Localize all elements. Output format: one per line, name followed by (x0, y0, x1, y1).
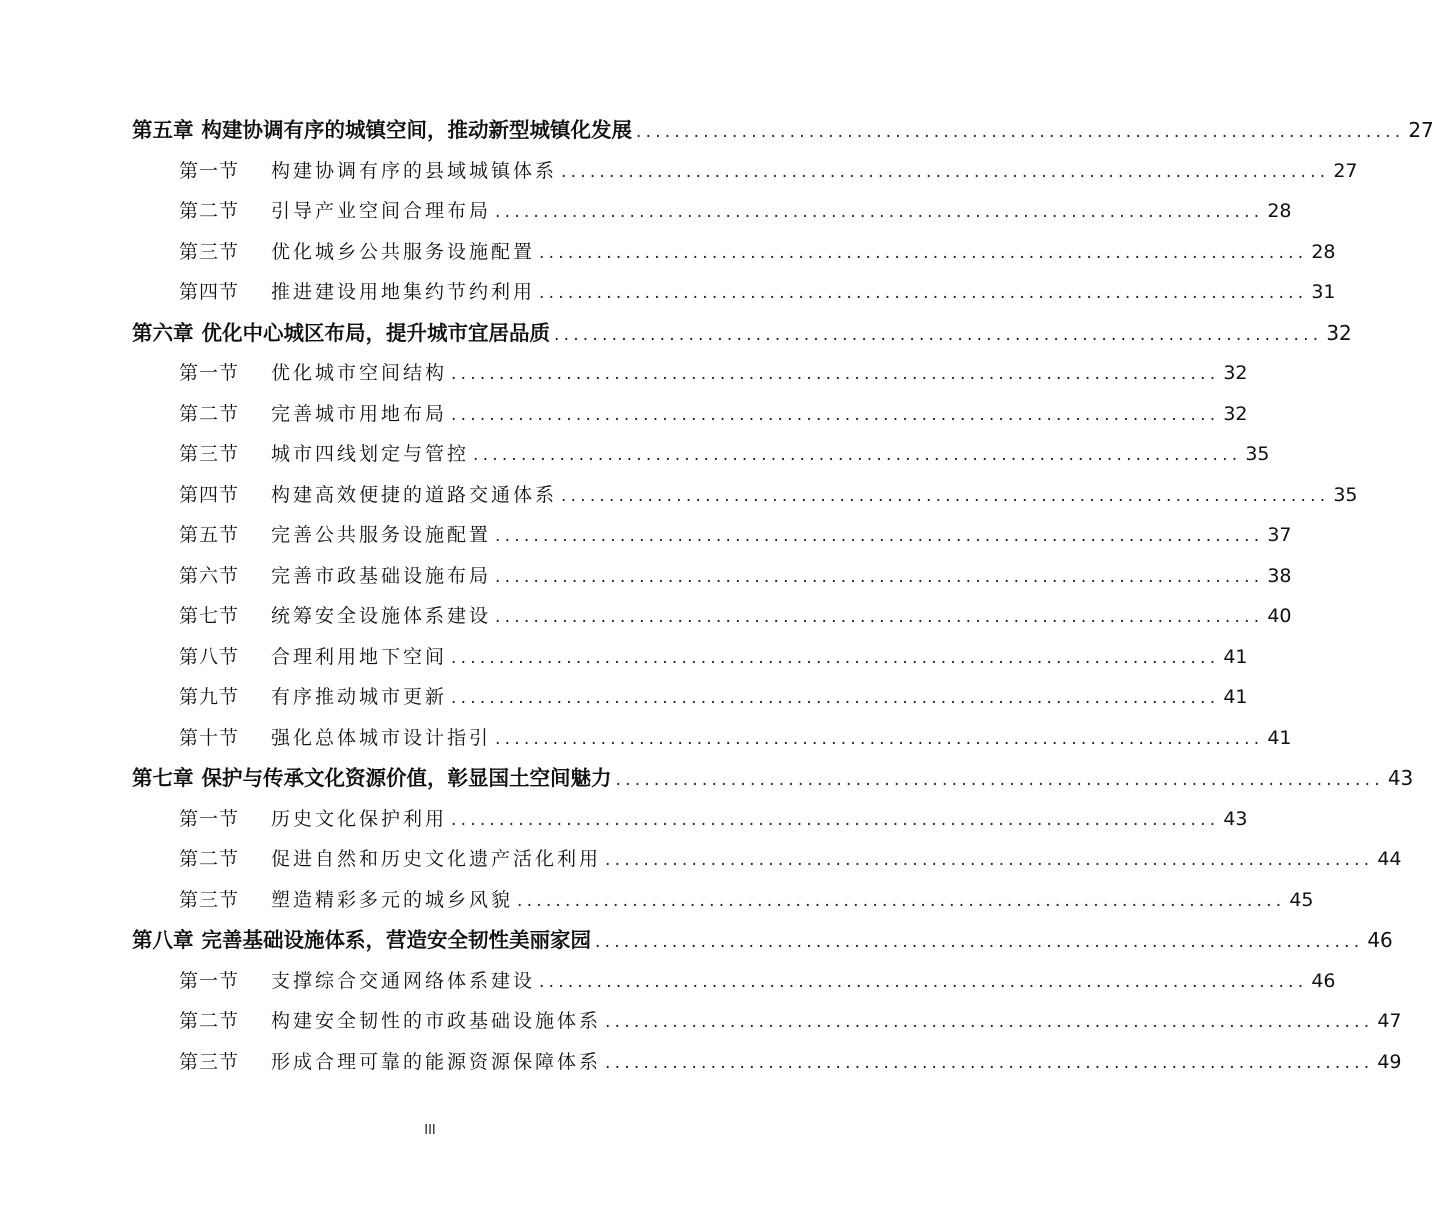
page-ref: 32 (1223, 402, 1248, 425)
page-ref: 35 (1245, 443, 1270, 465)
toc-section-entry[interactable] (132, 1001, 1402, 1042)
section-label: 第一节 (179, 969, 240, 992)
toc-chapter-entry[interactable] (132, 920, 1393, 961)
toc-chapter-entry[interactable] (132, 110, 1434, 151)
chapter-label: 第八章 (132, 928, 194, 952)
page-ref: 46 (1311, 969, 1336, 992)
page-ref: 27 (1333, 159, 1358, 182)
page-ref: 43 (1387, 766, 1414, 790)
section-label: 第二节 (179, 1010, 240, 1032)
toc-section-entry[interactable] (132, 1042, 1402, 1083)
page-ref: 27 (1408, 118, 1434, 142)
page-ref: 37 (1267, 524, 1292, 546)
page-ref: 31 (1311, 281, 1336, 303)
chapter-title: 优化中心城区布局，提升城市宜居品质 (201, 320, 550, 345)
dot-leader: ................................................................................ (451, 404, 1220, 425)
toc-section-entry[interactable] (132, 475, 1358, 516)
chapter-title: 构建协调有序的城镇空间，推动新型城镇化发展 (201, 118, 632, 142)
section-title: 优化城市空间结构 (271, 362, 448, 384)
dot-leader: ................................................................................ (539, 283, 1308, 303)
section-title: 引导产业空间合理布局 (271, 200, 492, 222)
page-ref: 35 (1333, 483, 1358, 506)
section-label: 第八节 (179, 645, 240, 668)
section-label: 第五节 (179, 524, 240, 546)
dot-leader: ................................................................................ (451, 364, 1220, 384)
dot-leader: ................................................................................ (539, 242, 1308, 263)
dot-leader: ................................................................................ (451, 809, 1220, 830)
toc-chapter-entry[interactable] (132, 313, 1352, 354)
section-label: 第三节 (179, 240, 240, 263)
toc-section-entry[interactable] (132, 232, 1336, 273)
section-title: 城市四线划定与管控 (271, 443, 470, 465)
section-title: 强化总体城市设计指引 (271, 726, 492, 749)
section-label: 第九节 (179, 686, 240, 708)
toc-section-entry[interactable] (132, 272, 1336, 313)
section-title: 构建安全韧性的市政基础设施体系 (271, 1010, 602, 1032)
section-label: 第三节 (179, 888, 240, 911)
page-ref: 44 (1377, 848, 1402, 870)
section-label: 第十节 (179, 726, 240, 749)
dot-leader: ................................................................................ (561, 161, 1330, 182)
dot-leader: ................................................................................ (451, 647, 1220, 668)
chapter-title: 完善基础设施体系，营造安全韧性美丽家园 (201, 928, 591, 952)
toc-section-entry[interactable] (132, 677, 1248, 718)
page-ref: 32 (1326, 320, 1352, 345)
dot-leader: ................................................................................ (636, 122, 1405, 142)
page-ref: 41 (1223, 645, 1248, 668)
page-ref: 47 (1377, 1010, 1402, 1032)
page-ref: 28 (1311, 240, 1336, 263)
dot-leader: ................................................................................ (495, 202, 1264, 222)
dot-leader: ................................................................................ (495, 728, 1264, 749)
toc-section-entry[interactable] (132, 799, 1248, 840)
page-ref: 41 (1267, 726, 1292, 749)
section-title: 构建协调有序的县域城镇体系 (271, 159, 558, 182)
toc-section-entry[interactable] (132, 718, 1292, 759)
toc-section-entry[interactable] (132, 596, 1292, 637)
table-of-contents (132, 110, 1434, 1082)
section-label: 第二节 (179, 848, 240, 870)
dot-leader: ................................................................................ (605, 1052, 1374, 1073)
dot-leader: ................................................................................ (517, 890, 1286, 911)
section-title: 构建高效便捷的道路交通体系 (271, 483, 558, 506)
dot-leader: ................................................................................ (605, 850, 1374, 870)
section-label: 第一节 (179, 362, 240, 384)
toc-chapter-entry[interactable] (132, 758, 1414, 799)
page-ref: 43 (1223, 807, 1248, 830)
toc-section-entry[interactable] (132, 839, 1402, 880)
chapter-title: 保护与传承文化资源价值，彰显国土空间魅力 (201, 766, 612, 790)
chapter-label: 第七章 (132, 766, 194, 790)
page-number: III (424, 1123, 436, 1138)
section-label: 第四节 (179, 483, 240, 506)
page-ref: 40 (1267, 605, 1292, 627)
toc-section-entry[interactable] (132, 961, 1336, 1002)
section-label: 第三节 (179, 443, 240, 465)
section-title: 统筹安全设施体系建设 (271, 605, 492, 627)
section-title: 合理利用地下空间 (271, 645, 448, 668)
toc-section-entry[interactable] (132, 151, 1358, 192)
toc-section-entry[interactable] (132, 637, 1248, 678)
dot-leader: ................................................................................ (595, 932, 1364, 952)
page-ref: 38 (1267, 564, 1292, 587)
section-label: 第六节 (179, 564, 240, 587)
dot-leader: ................................................................................ (605, 1012, 1374, 1032)
toc-section-entry[interactable] (132, 434, 1270, 475)
dot-leader: ................................................................................ (615, 770, 1384, 790)
section-label: 第七节 (179, 605, 240, 627)
section-label: 第一节 (179, 159, 240, 182)
section-title: 促进自然和历史文化遗产活化利用 (271, 848, 602, 870)
toc-section-entry[interactable] (132, 556, 1292, 597)
toc-section-entry[interactable] (132, 515, 1292, 556)
section-label: 第三节 (179, 1050, 240, 1073)
dot-leader: ................................................................................ (451, 688, 1220, 708)
section-title: 形成合理可靠的能源资源保障体系 (271, 1050, 602, 1073)
page-ref: 41 (1223, 686, 1248, 708)
dot-leader: ................................................................................ (554, 324, 1323, 345)
section-label: 第四节 (179, 281, 240, 303)
page-ref: 32 (1223, 362, 1248, 384)
chapter-label: 第五章 (132, 118, 194, 142)
dot-leader: ................................................................................ (495, 526, 1264, 546)
section-label: 第二节 (179, 402, 240, 425)
section-title: 支撑综合交通网络体系建设 (271, 969, 536, 992)
chapter-label: 第六章 (132, 320, 194, 345)
page-ref: 28 (1267, 200, 1292, 222)
section-title: 优化城乡公共服务设施配置 (271, 240, 536, 263)
dot-leader: ................................................................................ (495, 566, 1264, 587)
page-ref: 45 (1289, 888, 1314, 911)
section-title: 推进建设用地集约节约利用 (271, 281, 536, 303)
section-title: 历史文化保护利用 (271, 807, 448, 830)
section-title: 完善公共服务设施配置 (271, 524, 492, 546)
page-ref: 49 (1377, 1050, 1402, 1073)
dot-leader: ................................................................................ (561, 485, 1330, 506)
section-label: 第二节 (179, 200, 240, 222)
toc-section-entry[interactable] (132, 394, 1248, 435)
page-ref: 46 (1367, 928, 1393, 952)
section-label: 第一节 (179, 807, 240, 830)
section-title: 有序推动城市更新 (271, 686, 448, 708)
toc-section-entry[interactable] (132, 191, 1292, 232)
toc-section-entry[interactable] (132, 880, 1314, 921)
dot-leader: ................................................................................ (473, 445, 1242, 465)
section-title: 完善市政基础设施布局 (271, 564, 492, 587)
section-title: 塑造精彩多元的城乡风貌 (271, 888, 514, 911)
section-title: 完善城市用地布局 (271, 402, 448, 425)
dot-leader: ................................................................................ (539, 971, 1308, 992)
dot-leader: ................................................................................ (495, 607, 1264, 627)
toc-section-entry[interactable] (132, 353, 1248, 394)
